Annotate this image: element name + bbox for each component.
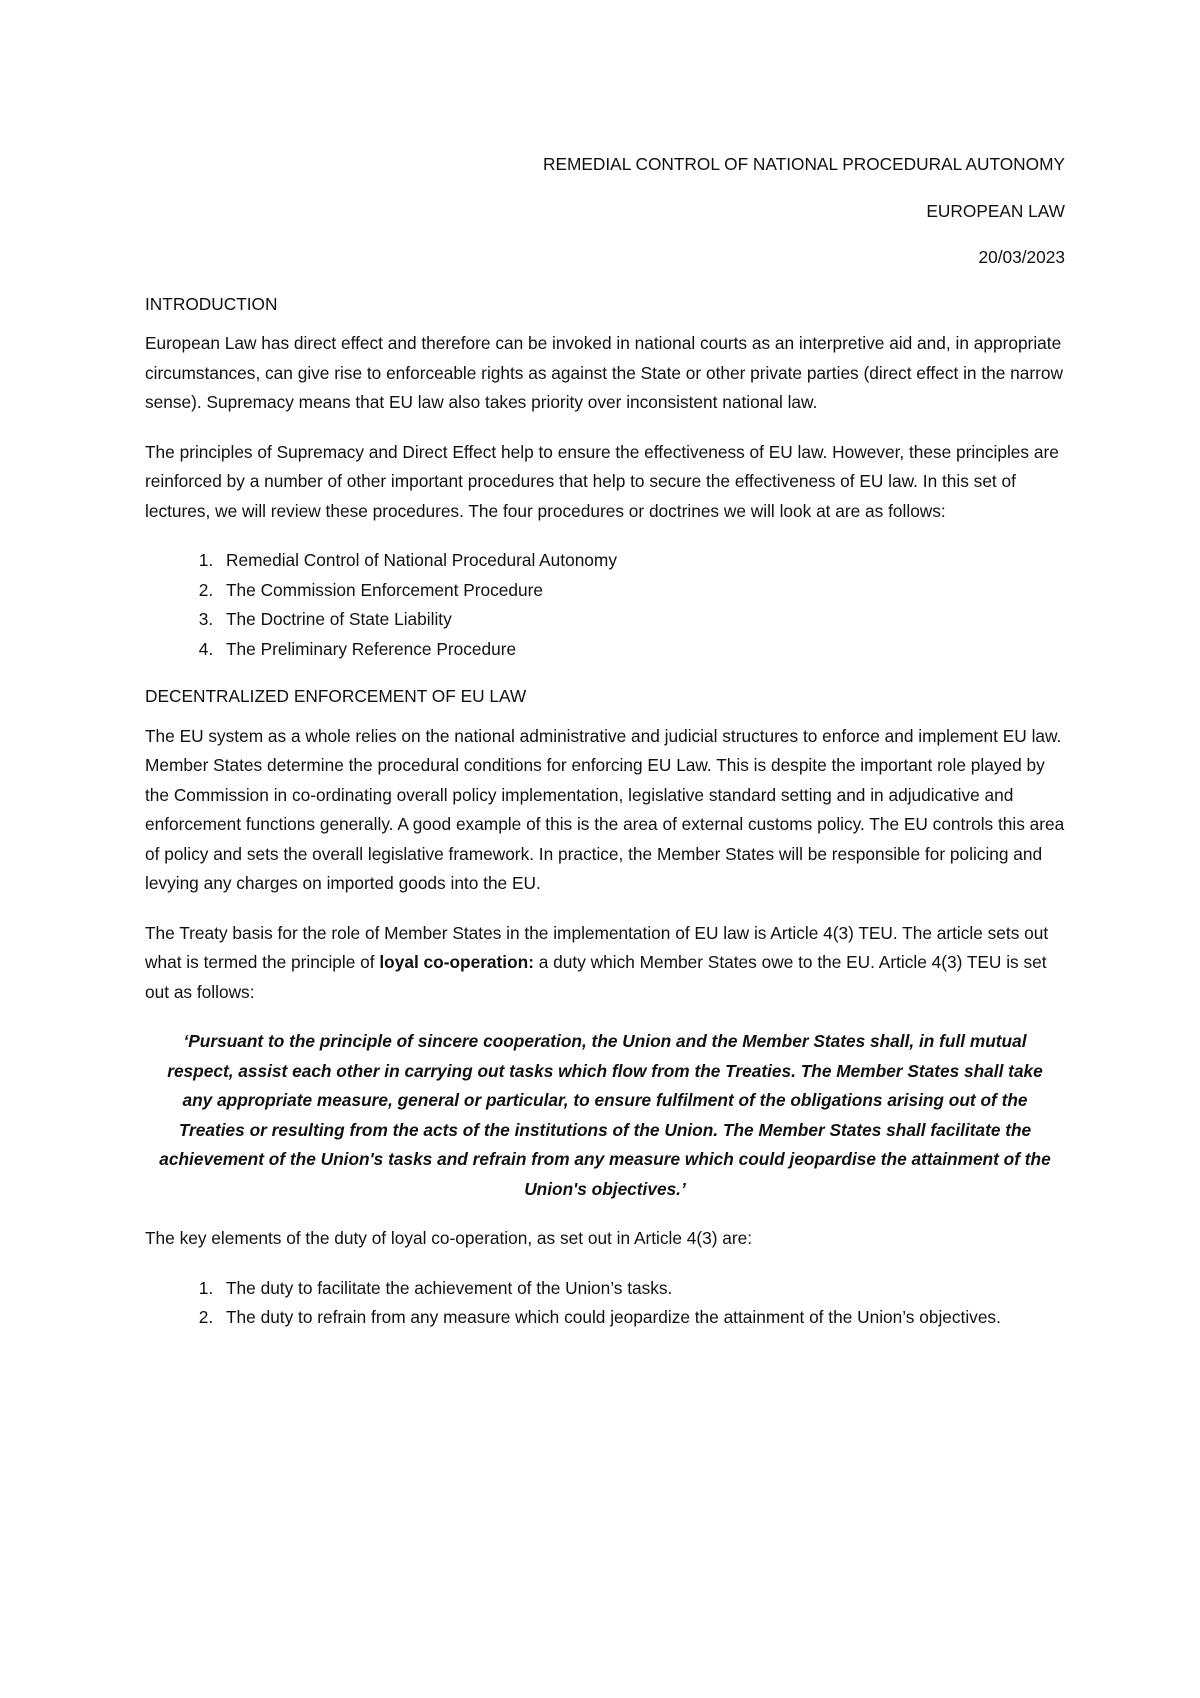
decentralized-paragraph-1: The EU system as a whole relies on the national administrative and judicial structures to enforce and implement EU law. Member States determine the procedural conditions for enforcing EU Law. This is despite the important role played by the Commission in co-ordinating overall policy implementation, legislative standard setting and in adjudicative and enforcement functions generally. A good example of this is the area of external customs policy. The EU controls this area of policy and sets the overall legislative framework. In practice, the Member States will be responsible for policing and levying any charges on imported goods into the EU.: [145, 725, 1065, 893]
article-4-3-quote: ‘Pursuant to the principle of sincere cooperation, the Union and the Member States shall, in full mutual respect, assist each other in carrying out tasks which flow from the Treaties. The Member States shall take any appropriate measure, general or particular, to ensure fulfilment of the obligations arising out of the Treaties or resulting from the acts of the institutions of the Union. The Member States shall facilitate the achievement of the Union's tasks and refrain from any measure which could jeopardise the attainment of the Union's objectives.’: [159, 1031, 1051, 1199]
document-date: 20/03/2023: [978, 247, 1065, 267]
list-item: 4. The Preliminary Reference Procedure: [218, 635, 1065, 665]
list-item: 1. The duty to facilitate the achievement of the Union’s tasks.: [218, 1274, 1065, 1304]
document-body: [145, 150, 1065, 1351]
paragraph-text-start: The Treaty basis for the role of Member States in the implementation of EU law is Article 4(3) TEU. The article sets out what is termed the principle of: [145, 922, 1049, 972]
decentralized-heading: DECENTRALIZED ENFORCEMENT OF EU LAW: [145, 686, 527, 706]
loyal-cooperation-term: loyal co-operation:: [379, 952, 534, 972]
document-title: REMEDIAL CONTROL OF NATIONAL PROCEDURAL AUTONOMY: [542, 154, 1065, 174]
list-item: 1. Remedial Control of National Procedural Autonomy: [218, 546, 1065, 576]
decentralized-paragraph-3: The key elements of the duty of loyal co-operation, as set out in Article 4(3) are:: [145, 1228, 753, 1248]
document-subject: EUROPEAN LAW: [926, 200, 1065, 221]
introduction-paragraph-1: European Law has direct effect and therefore can be invoked in national courts as an interpretive aid and, in appropriate circumstances, can give rise to enforceable rights as against the State or other private parties (direct effect in the narrow sense). Supremacy means that EU law also takes priority over inconsistent national law.: [145, 333, 1063, 412]
list-item: 3. The Doctrine of State Liability: [218, 605, 1065, 635]
list-item: 2. The Commission Enforcement Procedure: [218, 576, 1065, 606]
paragraph-text-end: a duty which Member States owe to the EU. Article 4(3) TEU is set out as follows:: [145, 952, 1047, 1002]
duty-elements-list: [145, 1274, 1065, 1333]
list-item: 2. The duty to refrain from any measure which could jeopardize the attainment of the Union’s objectives.: [218, 1303, 1065, 1333]
introduction-heading: INTRODUCTION: [145, 293, 278, 314]
procedures-list: [145, 546, 1065, 664]
introduction-paragraph-2: The principles of Supremacy and Direct Effect help to ensure the effectiveness of EU law. However, these principles are reinforced by a number of other important procedures that help to secure the effectiveness of EU law. In this set of lectures, we will review these procedures. The four procedures or doctrines we will look at are as follows:: [145, 441, 1059, 521]
decentralized-paragraph-2: [145, 919, 1065, 1008]
